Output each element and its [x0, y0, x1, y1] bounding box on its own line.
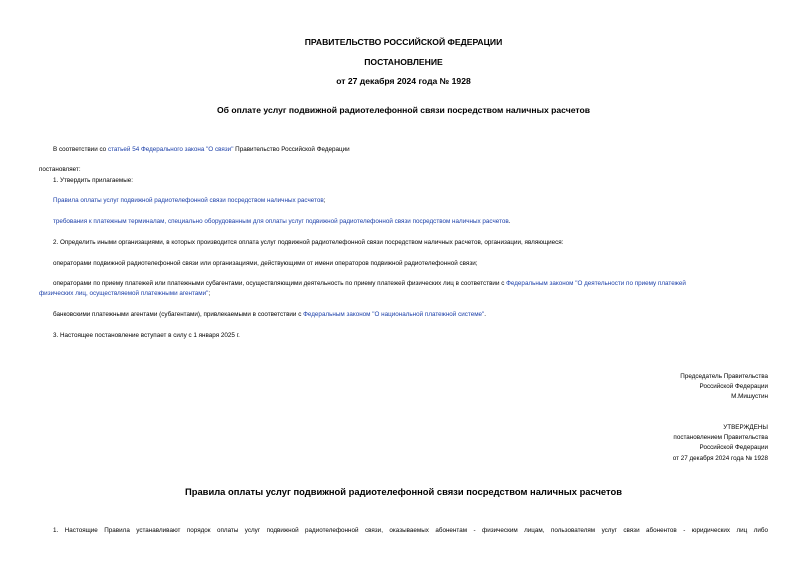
document-title: Об оплате услуг подвижной радиотелефонной связи посредством наличных расчетов	[217, 105, 590, 115]
item-1: 1. Утвердить прилагаемые:	[53, 177, 133, 184]
item-2-b-line2	[39, 290, 210, 299]
punctuation: ;	[208, 290, 211, 297]
link-national-payment-system-law[interactable]: Федеральным законом "О национальной платежной системе"	[303, 311, 485, 318]
rules-title: Правила оплаты услуг подвижной радиотелефонной связи посредством наличных расчетов	[185, 486, 622, 497]
government-heading: ПРАВИТЕЛЬСТВО РОССИЙСКОЙ ФЕДЕРАЦИИ	[304, 37, 503, 47]
item-1-b	[53, 218, 510, 227]
approved-label: УТВЕРЖДЕНЫ	[723, 424, 768, 431]
punctuation: .	[484, 311, 487, 318]
decides-label: постановляет:	[39, 166, 81, 173]
approved-date: от 27 декабря 2024 года № 1928	[672, 455, 768, 462]
document-type: ПОСТАНОВЛЕНИЕ	[364, 57, 443, 67]
link-payment-agents-law[interactable]: Федеральным законом "О деятельности по приему платежей	[506, 280, 686, 287]
link-law-on-communications[interactable]: статьей 54 Федерального закона "О связи"	[107, 146, 234, 153]
rules-paragraph-1: 1. Настоящие Правила устанавливают порядок оплаты услуг подвижной радиотелефонной связи, оказываемых абонентам - физическим лицам, пользователям услуг связи абонентов - юридических лиц либо	[53, 527, 768, 534]
signature-country: Российской Федерации	[699, 383, 768, 390]
preamble-text: В соответствии со	[53, 146, 108, 153]
preamble-text-end: Правительство Российской Федерации	[233, 146, 350, 153]
signature-name: М.Мишустин	[731, 393, 768, 400]
item-2-a: операторами подвижной радиотелефонной связи или организациями, действующими от имени операторов подвижной радиотелефонной связи;	[53, 260, 478, 267]
item-2-c-text: банковскими платежными агентами (субагентами), привлекаемыми в соответствии с	[53, 311, 304, 318]
link-payment-rules[interactable]: Правила оплаты услуг подвижной радиотелефонной связи посредством наличных расчетов	[53, 197, 324, 204]
link-terminal-requirements[interactable]: требования к платежным терминалам, специально оборудованным для оплаты услуг подвижной радиотелефонной связи посредством наличных расчетов	[53, 218, 509, 225]
approved-by: постановлением Правительства	[673, 434, 768, 441]
item-2-b-line1	[53, 280, 686, 289]
approved-country: Российской Федерации	[699, 444, 768, 451]
item-2: 2. Определить иными организациями, в которых производится оплата услуг подвижной радиотелефонной связи посредством наличных расчетов, организации, являющиеся:	[53, 239, 564, 246]
link-payment-agents-law-cont[interactable]: физических лиц, осуществляемой платежными агентами"	[39, 290, 209, 297]
item-2-b-text: операторами по приему платежей или платежными субагентами, осуществляющими деятельность по приему платежей физических лиц в соответствии с	[53, 280, 507, 287]
item-3: 3. Настоящее постановление вступает в силу с 1 января 2025 г.	[53, 332, 240, 339]
item-1-a	[53, 197, 325, 206]
preamble	[53, 146, 350, 155]
signature-position: Председатель Правительства	[680, 373, 768, 380]
punctuation: .	[508, 218, 511, 225]
item-2-c	[53, 311, 486, 320]
punctuation: ;	[323, 197, 326, 204]
document-date-number: от 27 декабря 2024 года № 1928	[336, 76, 471, 86]
